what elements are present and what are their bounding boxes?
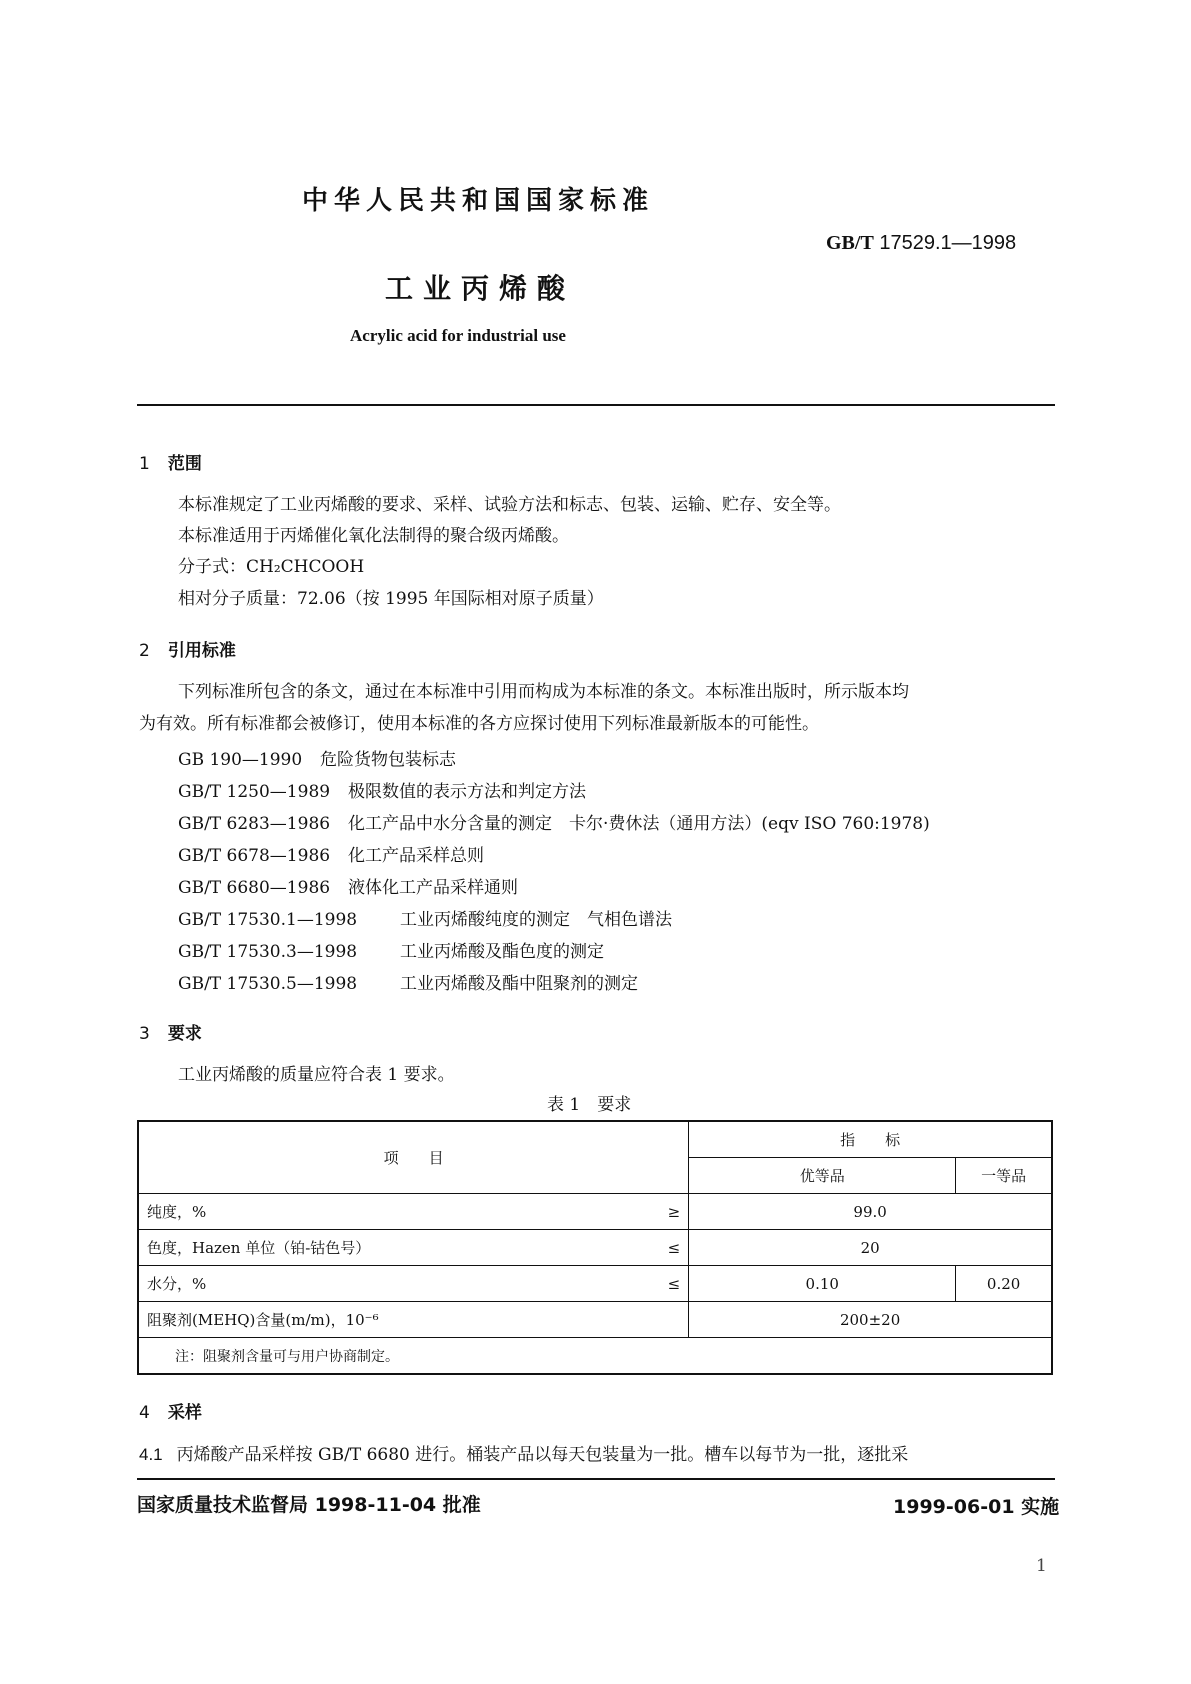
- approval-date: 国家质量技术监督局 1998-11-04 批准: [137, 1494, 481, 1516]
- reference-code: GB/T 17530.5—1998: [178, 974, 358, 994]
- reference-item: [178, 937, 604, 962]
- section-3-intro: 工业丙烯酸的质量应符合表 1 要求。: [178, 1065, 455, 1085]
- clause-text: 丙烯酸产品采样按 GB/T 6680 进行。桶装产品以每天包装量为一批。槽车以每节为一批，逐批采: [176, 1445, 909, 1465]
- section-4-heading: [139, 1398, 202, 1423]
- reference-code: GB/T 1250—1989: [178, 782, 331, 802]
- reference-code: GB/T 17530.3—1998: [178, 942, 358, 962]
- row-symbol: ≥: [632, 1194, 689, 1230]
- table-note: 注：阻聚剂含量可与用户协商制定。: [138, 1338, 1052, 1375]
- table-row: [138, 1302, 1052, 1338]
- reference-title: 危险货物包装标志: [320, 750, 456, 770]
- clause-4-1: [139, 1439, 908, 1471]
- section-3-heading: [139, 1019, 202, 1044]
- reference-title: 工业丙烯酸纯度的测定 气相色谱法: [400, 910, 672, 930]
- document-title-cn: 工业丙烯酸: [385, 272, 576, 305]
- section-2-intro-line-2: 为有效。所有标准都会被修订，使用本标准的各方应探讨使用下列标准最新版本的可能性。: [139, 714, 819, 734]
- reference-title: 工业丙烯酸及酯中阻聚剂的测定: [400, 974, 638, 994]
- section-4-number: 4: [139, 1403, 150, 1423]
- reference-title: 工业丙烯酸及酯色度的测定: [400, 942, 604, 962]
- row-value: 200±20: [689, 1302, 1052, 1338]
- row-item: 阻聚剂(MEHQ)含量(m/m)，10⁻⁶: [138, 1302, 632, 1338]
- section-2-intro-line-1: 下列标准所包含的条文，通过在本标准中引用而构成为本标准的条文。本标准出版时，所示版本均: [178, 682, 909, 702]
- page-number: 1: [1036, 1556, 1047, 1576]
- molecular-mass: 相对分子质量：72.06（按 1995 年国际相对原子质量）: [178, 589, 604, 609]
- section-1-heading: [139, 449, 202, 474]
- row-value-first: 0.20: [956, 1266, 1052, 1302]
- row-item: 色度，Hazen 单位（铂-钴色号）: [138, 1230, 632, 1266]
- section-4-title: 采样: [167, 1403, 202, 1423]
- reference-item: [178, 745, 456, 770]
- row-item: 水分，%: [138, 1266, 632, 1302]
- reference-item: [178, 905, 672, 930]
- section-1-title: 范围: [167, 454, 202, 474]
- reference-title: 化工产品中水分含量的测定 卡尔·费休法（通用方法）(eqv ISO 760:1978): [348, 814, 930, 834]
- table-row: [138, 1266, 1052, 1302]
- row-value: 99.0: [689, 1194, 1052, 1230]
- reference-item: [178, 777, 586, 802]
- section-3-number: 3: [139, 1024, 150, 1044]
- reference-code: GB/T 6680—1986: [178, 878, 331, 898]
- section-2-heading: [139, 636, 236, 661]
- reference-code: GB/T 6678—1986: [178, 846, 331, 866]
- header-item: 项 目: [138, 1121, 689, 1194]
- requirements-table: [137, 1120, 1053, 1375]
- section-2-number: 2: [139, 641, 150, 661]
- row-symbol: [632, 1302, 689, 1338]
- footer-divider: [137, 1478, 1055, 1480]
- row-symbol: ≤: [632, 1266, 689, 1302]
- row-value: 20: [689, 1230, 1052, 1266]
- header-index: 指 标: [689, 1121, 1052, 1158]
- row-value-superior: 0.10: [689, 1266, 956, 1302]
- row-symbol: ≤: [632, 1230, 689, 1266]
- standard-code-number: 17529.1—1998: [879, 232, 1017, 254]
- national-standard-title: 中华人民共和国国家标准: [302, 186, 655, 216]
- clause-number: 4.1: [139, 1445, 163, 1464]
- section-1-para-2: 本标准适用于丙烯催化氧化法制得的聚合级丙烯酸。: [178, 526, 569, 546]
- reference-item: [178, 873, 518, 898]
- effective-date: 1999-06-01 实施: [893, 1496, 1060, 1518]
- reference-title: 液体化工产品采样通则: [348, 878, 518, 898]
- reference-title: 极限数值的表示方法和判定方法: [348, 782, 586, 802]
- section-3-title: 要求: [167, 1024, 202, 1044]
- reference-item: [178, 809, 930, 834]
- table-row: [138, 1230, 1052, 1266]
- section-2-title: 引用标准: [167, 641, 236, 661]
- row-item: 纯度，%: [138, 1194, 632, 1230]
- standard-code: [826, 232, 1016, 255]
- reference-item: [178, 969, 638, 994]
- molecular-formula: 分子式：CH₂CHCOOH: [178, 557, 365, 577]
- header-grade-superior: 优等品: [689, 1158, 956, 1194]
- reference-code: GB/T 17530.1—1998: [178, 910, 358, 930]
- table-row: [138, 1194, 1052, 1230]
- header-divider: [137, 404, 1055, 406]
- table-caption: 表 1 要求: [547, 1095, 632, 1115]
- reference-item: [178, 841, 484, 866]
- section-1-number: 1: [139, 454, 150, 474]
- standard-code-prefix: GB/T: [826, 232, 874, 254]
- section-1-para-1: 本标准规定了工业丙烯酸的要求、采样、试验方法和标志、包装、运输、贮存、安全等。: [178, 495, 841, 515]
- document-title-en: Acrylic acid for industrial use: [350, 326, 566, 345]
- reference-title: 化工产品采样总则: [348, 846, 484, 866]
- header-grade-first: 一等品: [956, 1158, 1052, 1194]
- reference-code: GB/T 6283—1986: [178, 814, 331, 834]
- table-note-row: [138, 1338, 1052, 1375]
- reference-code: GB 190—1990: [178, 750, 303, 770]
- table-header-row: [138, 1121, 1052, 1158]
